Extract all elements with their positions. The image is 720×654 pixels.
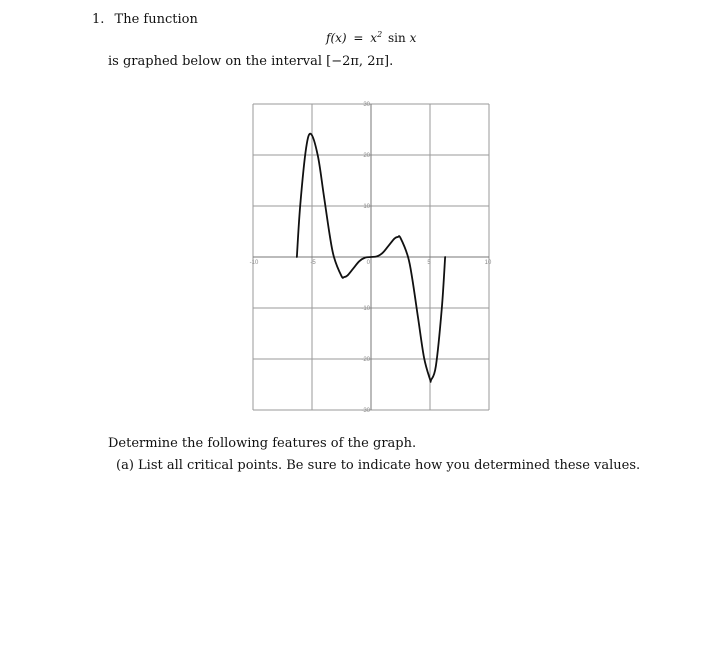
y-tick-label: 10 (363, 204, 370, 210)
problem-number: 1. (92, 12, 105, 27)
origin-label: 0 (366, 260, 370, 266)
problem-heading (92, 12, 198, 27)
formula-arg: x (409, 31, 417, 45)
formula-fn: sin (388, 31, 406, 45)
x-tick-label: -5 (310, 260, 316, 266)
interval-sentence: is graphed below on the interval [−2π, 2π]. (108, 54, 394, 69)
function-graph (246, 97, 496, 417)
x-tick-label: 5 (427, 260, 431, 266)
x-tick-label: 10 (484, 260, 492, 266)
problem-intro: The function (114, 12, 198, 27)
formula-exponent: 2 (377, 30, 383, 39)
y-tick-label: 30 (363, 102, 370, 108)
instruction-text: Determine the following features of the graph. (108, 436, 417, 451)
y-tick-label: -10 (361, 306, 370, 312)
formula-lhs: f(x) (326, 31, 347, 45)
y-tick-label: -30 (361, 408, 370, 414)
y-tick-label: 20 (363, 153, 370, 159)
part-a-text: (a) List all critical points. Be sure to indicate how you determined these values. (116, 458, 641, 473)
y-tick-label: -20 (361, 357, 370, 363)
formula-equals: = (353, 31, 364, 45)
formula-base: x (370, 31, 378, 45)
x-tick-label: -10 (249, 260, 259, 266)
function-formula (326, 30, 416, 45)
